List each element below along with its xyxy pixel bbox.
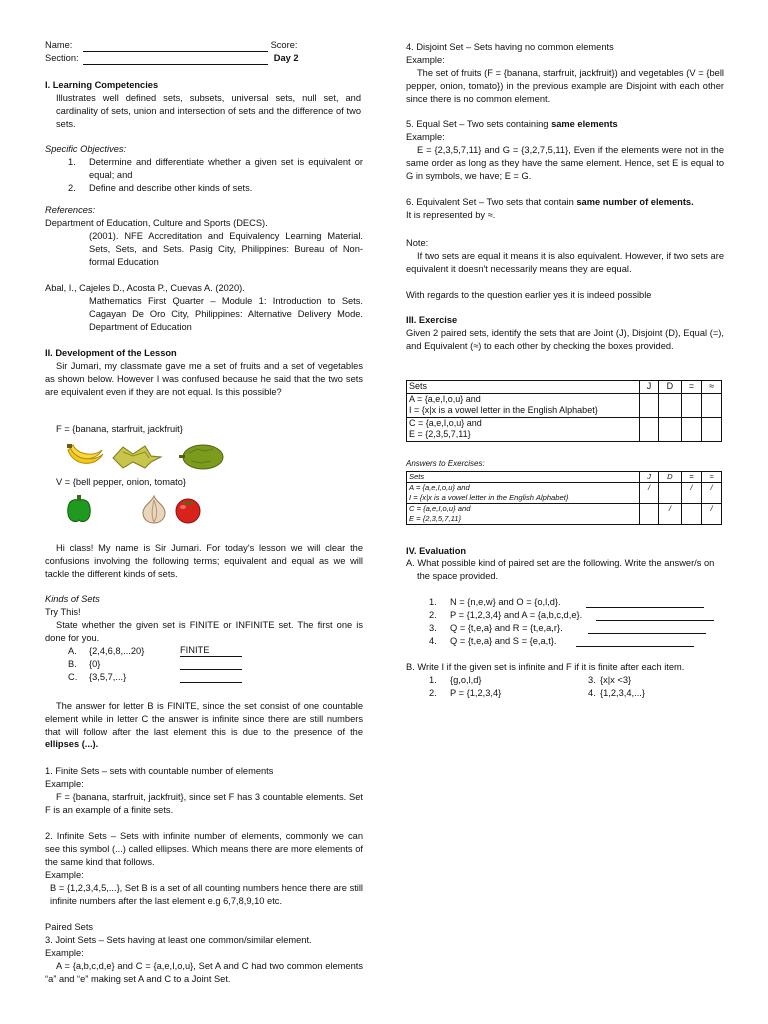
answer-b[interactable] [180, 658, 242, 670]
onion-icon [140, 494, 168, 524]
table-row: C = {a,e,I,o,u} and E = {2,3,5,7,11} / / [407, 504, 722, 525]
table-header-row [407, 381, 722, 394]
table-row: C = {a,e,I,o,u} and E = {2,3,5,7,11} [407, 417, 722, 441]
try-this: Try This! [45, 607, 81, 617]
kinds-heading: Kinds of Sets [45, 594, 100, 604]
table-row: A = {a,e,I,o,u} and I = {x|x is a vowel letter in the English Alphabet} / / / [407, 483, 722, 504]
answers-table [406, 471, 722, 525]
answers-label: Answers to Exercises: [406, 459, 485, 468]
paired-heading: Paired Sets [45, 922, 94, 932]
note-label: Note: [406, 238, 429, 248]
learning-text: Illustrates well defined sets, subsets, universal sets, null set, and cardinality of sets, union and intersection of sets and the difference of two sets. [56, 93, 361, 129]
ref1-body: (2001). NFE Accreditation and Equivalency Learning Material. Sets, Sets, and Sets. Pasig City, Philippines: Bureau of Non-formal Education [89, 231, 363, 267]
disjoint-example: The set of fruits (F = {banana, starfruit, jackfruit}) and vegetables (V = {bell pepper, onion, tomato}) in the previous example are Disjoint with each other since there is no common element. [406, 68, 724, 104]
infinite-example-label: Example: [45, 870, 84, 880]
answer-mark: / [659, 504, 682, 525]
evaluation-a-instruction: A. What possible kind of paired set are the following. Write the answer/s on the space provided. [406, 558, 715, 581]
checkbox-cell[interactable] [702, 417, 722, 441]
jackfruit-icon [177, 443, 225, 471]
banana-icon [65, 442, 105, 470]
answers-header-row: Sets J D = ≈ [407, 472, 722, 483]
answer-mark [681, 504, 701, 525]
set-v-label: V = {bell pepper, onion, tomato} [56, 477, 186, 487]
disjoint-title: 4. Disjoint Set – Sets having no common elements [406, 42, 614, 52]
col-sets: Sets [407, 381, 640, 394]
ref2-body: Mathematics First Quarter – Module 1: Introduction to Sets. Cagayan De Oro City, Philippines: Alternative Delivery Mode. Department of Education [89, 296, 363, 332]
checkbox-cell[interactable] [658, 417, 681, 441]
finite-example: F = {banana, starfruit, jackfruit}, since set F has 3 countable elements. Set F is an example of a finite sets. [45, 792, 363, 815]
learning-heading: I. Learning Competencies [45, 80, 159, 90]
name-line [45, 39, 363, 52]
development-intro: Sir Jumari, my classmate gave me a set of fruits and a set of vegetables as shown below. However I was confused because he said that the two sets are equivalent even if they are not equal. Is this possible? [45, 361, 363, 397]
exercise-instruction: Given 2 paired sets, identify the sets that are Joint (J), Disjoint (D), Equal (=), and Equivalent (≈) to each other by checking the boxes provided. [406, 328, 724, 351]
set-f-label: F = {banana, starfruit, jackfruit} [56, 424, 183, 434]
col-disjoint: D [658, 381, 681, 394]
day-label: Day 2 [273, 53, 299, 63]
section-line [45, 52, 363, 65]
answer-mark: / [681, 483, 701, 504]
evaluation-b-instruction: B. Write I if the given set is infinite and F if it is finite after each item. [406, 662, 685, 672]
joint-title: 3. Joint Sets – Sets having at least one common/similar element. [45, 935, 312, 945]
answer-mark: / [702, 483, 722, 504]
equal-example-label: Example: [406, 132, 445, 142]
equal-example: E = {2,3,5,7,11} and G = {3,2,7,5,11}, Even if the elements were not in the same order as long as they have the same element. Hence, set E is equal to G in symbols, we have; E = G. [406, 145, 724, 181]
checkbox-cell[interactable] [702, 393, 722, 417]
checkbox-cell[interactable] [640, 393, 659, 417]
specific-objectives-heading: Specific Objectives: [45, 144, 127, 154]
note-text: If two sets are equal it means it is also equivalent. However, if two sets are equivalent it doesn't necessarily means they are equal. [406, 251, 724, 274]
table-row: A = {a,e,I,o,u} and I = {x|x is a vowel letter in the English Alphabet} [407, 393, 722, 417]
answer-mark: / [702, 504, 722, 525]
score-label: Score: [270, 40, 298, 50]
answer-blank[interactable] [576, 635, 694, 647]
exercise-table [406, 380, 722, 442]
joint-example-label: Example: [45, 948, 84, 958]
answer-mark [659, 483, 682, 504]
starfruit-icon [111, 444, 163, 470]
name-label: Name: [45, 40, 73, 50]
development-heading: II. Development of the Lesson [45, 348, 177, 358]
section-label: Section: [45, 53, 79, 63]
references-heading: References: [45, 205, 96, 215]
col-joint: J [640, 381, 659, 394]
answer-blank[interactable] [586, 596, 704, 608]
answer-blank[interactable] [596, 609, 714, 621]
checkbox-cell[interactable] [681, 393, 701, 417]
equivalent-title: 6. Equivalent Set – Two sets that contain same number of elements. [406, 197, 694, 207]
answer-blank[interactable] [588, 622, 706, 634]
try-explanation: The answer for letter B is FINITE, since the set consist of one countable element while in letter C the answer is infinite since there are still numbers that will follow after the last element this is due to the presence of the ellipses (...). [45, 701, 363, 750]
equal-title: 5. Equal Set – Two sets containing same elements [406, 119, 618, 129]
ref2-author: Abal, I., Cajeles D., Acosta P., Cuevas A. (2020). [45, 283, 245, 293]
answer-a[interactable]: FINITE [180, 645, 242, 657]
note-closing: With regards to the question earlier yes it is indeed possible [406, 290, 652, 300]
disjoint-example-label: Example: [406, 55, 445, 65]
infinite-example: B = {1,2,3,4,5,...}, Set B is a set of all counting numbers hence there are still infinite numbers after the last element e.g 6,7,8,9,10 etc. [50, 883, 363, 906]
finite-example-label: Example: [45, 779, 84, 789]
col-equivalent: ≈ [702, 381, 722, 394]
joint-example: A = {a,b,c,d,e} and C = {a,e,I,o,u}, Set A and C had two common elements “a” and “e” making set A and C to a Joint Set. [45, 961, 363, 984]
checkbox-cell[interactable] [681, 417, 701, 441]
answer-mark: / [640, 483, 659, 504]
try-instruction: State whether the given set is FINITE or INFINITE set. The first one is done for you. [45, 620, 363, 643]
ref1-author: Department of Education, Culture and Sports (DECS). [45, 218, 268, 228]
answer-mark [640, 504, 659, 525]
answer-c[interactable] [180, 671, 242, 683]
checkbox-cell[interactable] [658, 393, 681, 417]
col-equal: = [681, 381, 701, 394]
finite-title: 1. Finite Sets – sets with countable number of elements [45, 766, 274, 776]
checkbox-cell[interactable] [640, 417, 659, 441]
bell-pepper-icon [65, 494, 93, 524]
infinite-title: 2. Infinite Sets – Sets with infinite number of elements, commonly we can see this symbol (...) called ellipses. Which means there are more elements of the same kind that follows. [45, 831, 363, 867]
equivalent-symbol-line: It is represented by ≈. [406, 210, 496, 220]
tomato-icon [173, 496, 203, 524]
teacher-greeting: Hi class! My name is Sir Jumari. For today's lesson we will clear the confusions involving the following terms; equivalent and equal as we will tackle the different kinds of sets. [45, 543, 363, 579]
exercise-heading: III. Exercise [406, 315, 458, 325]
evaluation-heading: IV. Evaluation [406, 546, 467, 556]
section-field[interactable] [83, 64, 268, 65]
